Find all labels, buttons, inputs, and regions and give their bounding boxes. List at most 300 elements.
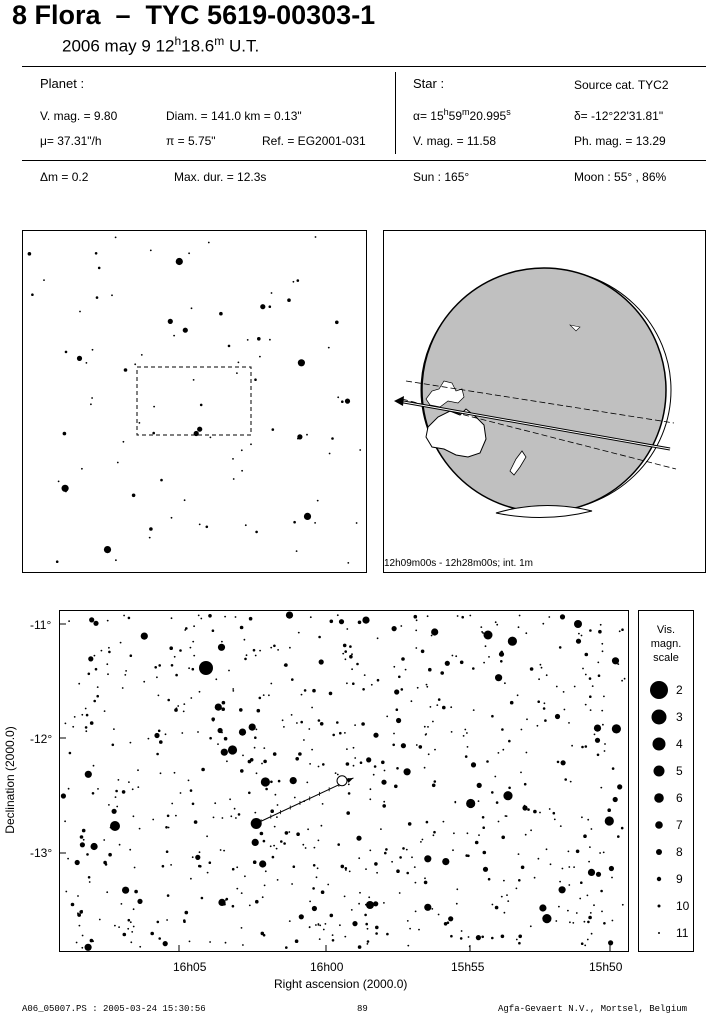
finder-star (98, 267, 101, 270)
x-tick-label: 15h50 (589, 960, 623, 974)
finder-star (287, 298, 291, 302)
field-star (218, 899, 225, 906)
field-star (375, 926, 379, 930)
field-star (559, 886, 566, 893)
field-star (344, 936, 346, 938)
field-star (431, 628, 438, 635)
field-star (362, 617, 369, 624)
field-star (456, 903, 458, 905)
field-star (612, 767, 615, 770)
field-star (409, 928, 411, 930)
field-star (483, 851, 487, 855)
star-source-catalog: Source cat. TYC2 (574, 78, 669, 92)
finder-star (219, 312, 223, 316)
finder-star (304, 513, 311, 520)
field-star (183, 711, 185, 713)
field-star (240, 626, 244, 630)
field-star (600, 787, 602, 789)
field-star (222, 701, 226, 705)
field-star (428, 668, 432, 672)
field-star (139, 946, 141, 948)
field-star (273, 845, 275, 847)
field-star (366, 757, 371, 762)
field-star (349, 645, 352, 648)
field-star (447, 921, 450, 924)
field-star (255, 655, 257, 657)
field-star (249, 617, 253, 621)
field-star (461, 930, 463, 932)
finder-star (63, 432, 67, 436)
field-star (482, 826, 485, 829)
field-star (431, 635, 433, 637)
field-star (165, 733, 167, 735)
field-star (61, 793, 66, 798)
field-star (128, 617, 131, 620)
field-star (573, 866, 575, 868)
field-star (299, 914, 304, 919)
field-star (424, 726, 426, 728)
field-star (376, 872, 378, 874)
field-star (76, 942, 78, 944)
field-star (496, 624, 498, 626)
field-star (503, 880, 505, 882)
field-star (427, 615, 429, 617)
field-star (232, 690, 234, 692)
field-star (92, 792, 95, 795)
ra-second-unit: s (506, 107, 511, 117)
field-star (353, 765, 355, 767)
field-star (207, 872, 209, 874)
field-star (442, 858, 449, 865)
footer-file: A06_05007.PS : 2005-03-24 15:30:56 (22, 1004, 206, 1014)
field-star (88, 673, 91, 676)
field-star (502, 749, 504, 751)
scale-label: 9 (676, 872, 683, 886)
field-star (256, 772, 258, 774)
field-star (224, 737, 228, 741)
field-star (134, 890, 138, 894)
field-star (307, 828, 309, 830)
field-star (560, 614, 565, 619)
ra-hour-unit: h (443, 107, 449, 117)
finder-star (293, 281, 295, 283)
field-star (351, 909, 353, 911)
field-star (270, 683, 272, 685)
field-star (585, 745, 588, 748)
field-star (303, 739, 305, 741)
field-star (85, 708, 87, 710)
field-star (224, 616, 226, 618)
field-star (598, 674, 601, 677)
field-star (93, 621, 98, 626)
field-star (218, 644, 225, 651)
finder-star (193, 379, 195, 381)
field-star (556, 686, 558, 688)
field-star (603, 922, 606, 925)
field-star (392, 744, 395, 747)
field-star (438, 698, 441, 701)
field-star (130, 654, 133, 657)
field-star (585, 674, 587, 676)
field-star (274, 826, 276, 828)
field-star (290, 777, 297, 784)
field-star (190, 789, 193, 792)
field-star (295, 757, 299, 761)
field-star (263, 747, 265, 749)
field-star (519, 615, 521, 617)
field-star (177, 705, 179, 707)
field-star (312, 887, 315, 890)
field-star (555, 920, 557, 922)
finder-star (197, 427, 202, 432)
field-star (185, 911, 189, 915)
field-star (415, 630, 417, 632)
field-star (548, 616, 550, 618)
field-star (318, 923, 320, 925)
field-star (603, 852, 605, 854)
field-star (239, 708, 243, 712)
field-star (598, 630, 602, 634)
field-star (263, 694, 265, 696)
field-star (560, 825, 562, 827)
field-star (456, 888, 458, 890)
field-star (469, 615, 471, 617)
field-star (81, 947, 83, 949)
finder-star (337, 396, 339, 398)
field-star (559, 646, 562, 649)
field-star (228, 745, 237, 754)
finder-star (228, 345, 231, 348)
finder-star (111, 294, 113, 296)
field-star (576, 912, 578, 914)
field-star (190, 647, 192, 649)
star-right-ascension (413, 107, 511, 123)
field-star (587, 895, 589, 897)
field-star (624, 678, 626, 680)
finder-star (259, 356, 261, 358)
bright-star (574, 620, 582, 628)
field-star (433, 831, 436, 834)
field-star (581, 942, 584, 945)
field-star (93, 700, 96, 703)
field-star (599, 852, 601, 854)
field-star (472, 667, 475, 670)
field-star (345, 658, 347, 660)
field-star (75, 860, 80, 865)
field-star (434, 780, 437, 783)
finder-star (247, 339, 249, 341)
field-star (527, 808, 530, 811)
field-star (311, 707, 313, 709)
field-star (211, 717, 215, 721)
field-star (601, 710, 603, 712)
field-star (174, 772, 176, 774)
field-star (346, 628, 348, 630)
finder-star (139, 422, 141, 424)
field-star (539, 812, 541, 814)
divider-mid (22, 160, 706, 161)
field-star (253, 649, 256, 652)
field-star (339, 732, 342, 735)
field-star (194, 820, 198, 824)
finder-star (359, 449, 361, 451)
field-star (361, 722, 365, 726)
scale-dot (652, 710, 667, 725)
field-star (309, 763, 311, 765)
field-star (408, 822, 412, 826)
field-star (190, 878, 192, 880)
field-star (79, 925, 81, 927)
field-star (189, 941, 191, 943)
field-star (362, 688, 365, 691)
field-star (106, 891, 108, 893)
field-star (154, 666, 157, 669)
field-star (291, 883, 293, 885)
field-star (448, 916, 453, 921)
field-star (411, 700, 413, 702)
finder-star (134, 363, 136, 365)
field-star (402, 847, 405, 850)
field-star (72, 726, 74, 728)
field-star (369, 798, 371, 800)
field-star (65, 891, 67, 893)
field-star (201, 897, 204, 900)
field-star (339, 924, 341, 926)
field-star (122, 687, 124, 689)
field-star (373, 774, 375, 776)
field-star (520, 772, 522, 774)
field-star (118, 779, 120, 781)
field-star (589, 846, 591, 848)
field-star (228, 670, 230, 672)
earth-track-panel (383, 230, 706, 573)
scale-label: 5 (676, 764, 683, 778)
finder-star (331, 437, 334, 440)
field-star (399, 856, 402, 859)
field-star (200, 618, 202, 620)
finder-star (306, 434, 308, 436)
field-star (364, 674, 366, 676)
field-star (384, 852, 387, 855)
field-star (344, 896, 346, 898)
field-star (176, 707, 178, 709)
field-star (597, 754, 600, 757)
field-star (213, 817, 215, 819)
field-star (265, 788, 268, 791)
ra-minute-unit: m (462, 107, 470, 117)
field-star (130, 742, 132, 744)
field-star (568, 866, 570, 868)
field-star (415, 911, 417, 913)
field-star (483, 662, 485, 664)
field-star (252, 839, 259, 846)
field-star (581, 816, 583, 818)
field-star (583, 834, 587, 838)
field-star (226, 760, 228, 762)
field-star (383, 801, 385, 803)
field-star (424, 904, 431, 911)
finder-star (194, 431, 199, 436)
field-star (85, 944, 92, 951)
field-star (332, 934, 334, 936)
field-star (612, 724, 621, 733)
scale-label: 4 (676, 737, 683, 751)
field-star (416, 619, 418, 621)
field-star (122, 887, 129, 894)
finder-star (236, 372, 238, 374)
field-star (506, 815, 508, 817)
field-star (264, 885, 266, 887)
finder-star (153, 406, 155, 408)
field-star (80, 835, 84, 839)
x-tick-label: 16h00 (310, 960, 344, 974)
field-star (587, 939, 589, 941)
field-star (356, 663, 359, 666)
field-star (584, 945, 586, 947)
field-star (589, 677, 592, 680)
field-star (167, 894, 170, 897)
field-star (348, 784, 350, 786)
field-star (344, 732, 346, 734)
field-star (351, 653, 353, 655)
field-star (96, 695, 99, 698)
field-star (298, 752, 302, 756)
field-star (277, 649, 279, 651)
field-star (385, 848, 388, 851)
field-star (139, 828, 141, 830)
field-star (156, 753, 159, 756)
field-star (554, 819, 556, 821)
occulted-star-marker (337, 776, 347, 786)
field-star (337, 614, 339, 616)
field-star (298, 632, 300, 634)
field-star (495, 906, 499, 910)
field-star (112, 809, 117, 814)
ra-seconds: 20.995 (469, 109, 507, 123)
field-star (597, 662, 599, 664)
finder-star (232, 458, 234, 460)
field-star (163, 941, 168, 946)
field-star (345, 867, 348, 870)
field-star (309, 926, 311, 928)
field-star (214, 802, 216, 804)
field-star (576, 639, 581, 644)
delta-magnitude: Δm = 0.2 (40, 170, 89, 184)
finder-star (149, 527, 153, 531)
scale-dot (654, 766, 665, 777)
field-star (496, 801, 499, 804)
field-star (311, 749, 313, 751)
date-minutes: 18.6 (181, 36, 215, 56)
field-star (185, 627, 188, 630)
field-star (239, 729, 246, 736)
field-star (256, 729, 258, 731)
finder-star (149, 537, 151, 539)
field-star (508, 637, 517, 646)
field-star (255, 900, 259, 904)
field-star (533, 810, 537, 814)
field-star (612, 657, 619, 664)
field-star (112, 744, 115, 747)
field-star (482, 816, 485, 819)
field-star (158, 695, 160, 697)
field-star (471, 762, 476, 767)
finder-star (200, 404, 203, 407)
field-star (88, 876, 91, 879)
field-star (346, 762, 350, 766)
field-star (265, 780, 268, 783)
field-star (337, 843, 340, 846)
field-star (526, 718, 528, 720)
field-star (74, 716, 76, 718)
field-star (85, 730, 87, 732)
field-star (154, 733, 159, 738)
field-star (436, 704, 438, 706)
field-star (467, 832, 469, 834)
bright-star (484, 631, 493, 640)
field-star (585, 704, 587, 706)
field-star (206, 835, 208, 837)
footer-org: Agfa-Gevaert N.V., Mortsel, Belgium (498, 1004, 688, 1014)
field-star (455, 655, 457, 657)
field-star (602, 650, 604, 652)
finder-star (317, 500, 319, 502)
field-star (283, 842, 286, 845)
field-star (354, 757, 356, 759)
field-star (521, 866, 525, 870)
field-star (542, 914, 551, 923)
moon-elongation: Moon : 55° , 86% (574, 170, 667, 184)
field-star (557, 761, 560, 764)
field-star (302, 844, 304, 846)
field-star (432, 721, 434, 723)
field-star (501, 896, 503, 898)
field-star (416, 744, 418, 746)
field-star (209, 941, 211, 943)
field-star (133, 926, 135, 928)
field-star (115, 790, 118, 793)
field-star (486, 760, 489, 763)
field-star (550, 863, 552, 865)
finder-star (245, 524, 247, 526)
finder-star (191, 307, 193, 309)
field-star (567, 910, 569, 912)
finder-star (250, 443, 252, 445)
field-star (585, 653, 589, 657)
field-star (605, 816, 614, 825)
field-star (571, 745, 573, 747)
field-star (80, 842, 85, 847)
field-star (500, 651, 503, 654)
field-star (504, 682, 506, 684)
field-star (304, 689, 307, 692)
field-star (609, 866, 614, 871)
field-star (401, 688, 404, 691)
field-star (574, 686, 576, 688)
field-star (242, 755, 244, 757)
field-star (346, 811, 350, 815)
field-star (169, 646, 173, 650)
field-star (488, 656, 490, 658)
finder-star (335, 321, 339, 325)
field-star (394, 785, 398, 789)
finder-star (208, 242, 210, 244)
field-star (236, 888, 238, 890)
field-star (365, 923, 368, 926)
field-star (192, 641, 194, 643)
field-star (454, 801, 456, 803)
page-title: 8 Flora – TYC 5619-00303-1 (12, 0, 376, 30)
